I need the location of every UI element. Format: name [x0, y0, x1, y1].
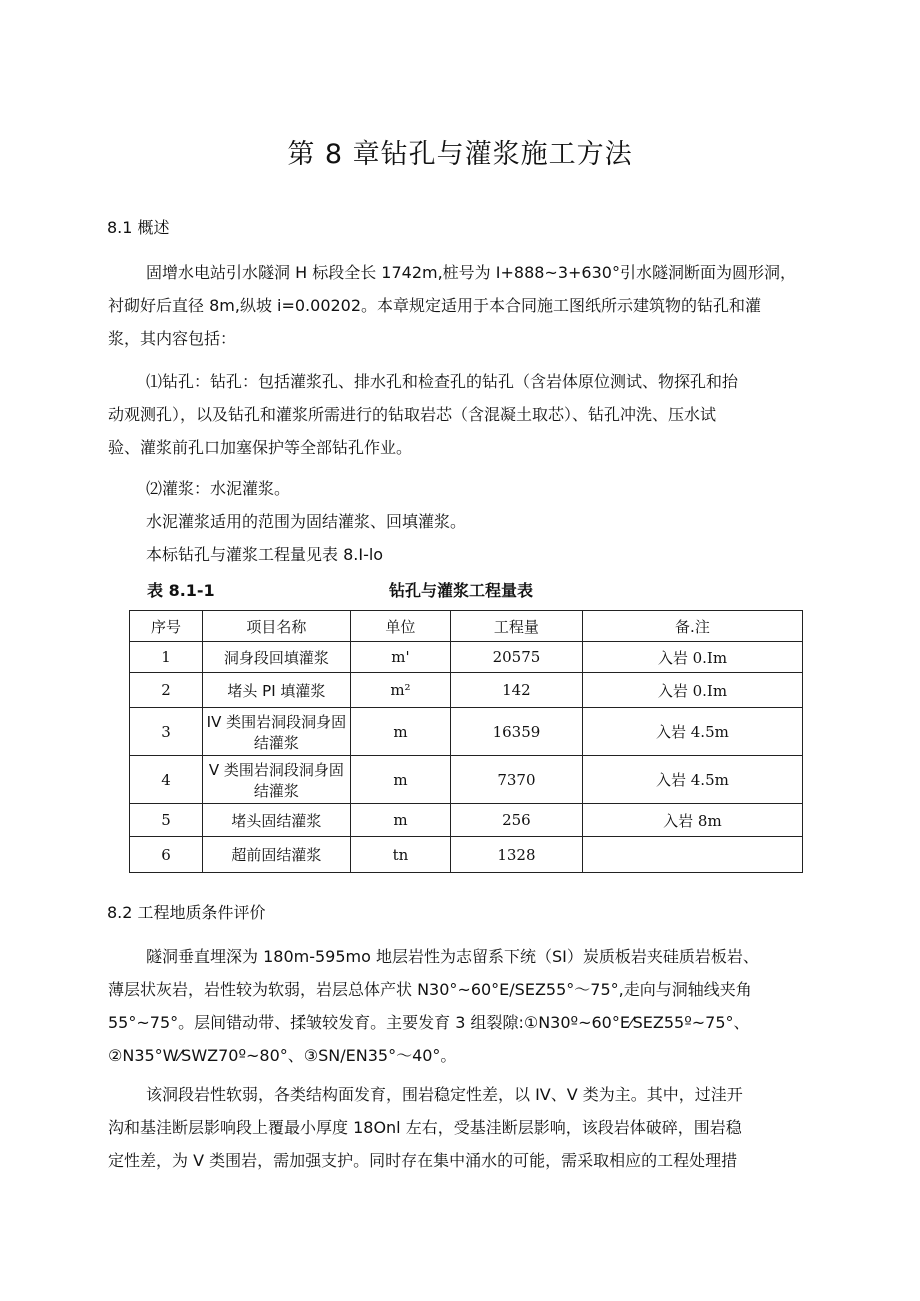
paragraph-drilling — [108, 365, 834, 464]
cell-quantity: 16359 — [450, 708, 582, 756]
paragraph-grouting — [108, 472, 834, 571]
paragraph-line: 该洞段岩性软弱，各类结构面发育，围岩稳定性差，以 IV、V 类为主。其中，过洼开 — [146, 1085, 743, 1104]
cell-note: 入岩 8m — [582, 804, 802, 837]
cell-quantity: 7370 — [450, 756, 582, 804]
paragraph-line: 固增水电站引水隧洞 H 标段全长 1742m,桩号为 I+888~3+630°引水隧洞断面为圆形洞， — [146, 263, 796, 282]
paragraph-line: 隧洞垂直埋深为 180m-595mo 地层岩性为志留系下统（SI）炭质板岩夹硅质岩板岩、 — [146, 947, 759, 966]
paragraph-line: 衬砌好后直径 8m,纵坡 i=0.00202。本章规定适用于本合同施工图纸所示建筑物的钻孔和灌 — [108, 296, 762, 315]
cell-no: 1 — [130, 642, 203, 673]
header-unit: 单位 — [350, 611, 450, 642]
table-row — [130, 708, 803, 756]
cell-name: IV 类围岩洞段洞身固结灌浆 — [202, 708, 350, 756]
header-no: 序号 — [130, 611, 203, 642]
paragraph-line: ②N35°W⁄SWZ70º~80°、③SN/EN35°～40°。 — [108, 1046, 457, 1065]
paragraph-line: 动观测孔），以及钻孔和灌浆所需进行的钻取岩芯（含混凝土取芯）、钻孔冲洗、压水试 — [108, 405, 717, 424]
chapter-title: 第 8 章钻孔与灌浆施工方法 — [287, 139, 633, 170]
table-row — [130, 804, 803, 837]
paragraph-line: ⑵灌浆：水泥灌浆。 — [146, 479, 291, 498]
header-note: 备.注 — [582, 611, 802, 642]
paragraph-line: ⑴钻孔：钻孔：包括灌浆孔、排水孔和检查孔的钻孔（含岩体原位测试、物探孔和抬 — [146, 372, 739, 391]
paragraph-rock-stability — [108, 1078, 834, 1177]
paragraph-geology — [108, 940, 834, 1072]
cell-unit: m² — [350, 673, 450, 708]
cell-unit: m — [350, 804, 450, 837]
paragraph-line: 沟和基洼断层影响段上覆最小厚度 18Onl 左右，受基洼断层影响，该段岩体破碎，围岩稳 — [108, 1118, 742, 1137]
cell-name: 超前固结灌浆 — [202, 837, 350, 873]
section-heading-8-2: 8.2 工程地质条件评价 — [107, 903, 266, 922]
paragraph-overview — [108, 256, 834, 355]
cell-no: 4 — [130, 756, 203, 804]
table-number: 表 8.1-1 — [147, 581, 215, 600]
cell-note: 入岩 4.5m — [582, 756, 802, 804]
table-row — [130, 642, 803, 673]
cell-quantity: 142 — [450, 673, 582, 708]
cell-note: 入岩 4.5m — [582, 708, 802, 756]
cell-no: 5 — [130, 804, 203, 837]
cell-no: 3 — [130, 708, 203, 756]
cell-no: 6 — [130, 837, 203, 873]
paragraph-line: 定性差，为 V 类围岩，需加强支护。同时存在集中涌水的可能，需采取相应的工程处理措 — [108, 1151, 738, 1170]
paragraph-line: 水泥灌浆适用的范围为固结灌浆、回填灌浆。 — [146, 512, 467, 531]
cell-name: 堵头 PI 填灌浆 — [202, 673, 350, 708]
table-row — [130, 673, 803, 708]
cell-unit: m — [350, 756, 450, 804]
cell-note: 入岩 0.Im — [582, 642, 802, 673]
cell-name: 堵头固结灌浆 — [202, 804, 350, 837]
cell-quantity: 1328 — [450, 837, 582, 873]
header-quantity: 工程量 — [450, 611, 582, 642]
cell-note — [582, 837, 802, 873]
paragraph-line: 薄层状灰岩，岩性较为软弱，岩层总体产状 N30°~60°E/SEZ55°～75°,走向与洞轴线夹角 — [108, 980, 752, 999]
section-heading-8-1: 8.1 概述 — [107, 218, 170, 237]
cell-name: 洞身段回填灌浆 — [202, 642, 350, 673]
cell-quantity: 256 — [450, 804, 582, 837]
table-caption: 钻孔与灌浆工程量表 — [389, 581, 534, 600]
table-row — [130, 756, 803, 804]
cell-note: 入岩 0.Im — [582, 673, 802, 708]
quantity-table — [129, 610, 803, 873]
header-name: 项目名称 — [202, 611, 350, 642]
cell-unit: m — [350, 708, 450, 756]
paragraph-line: 浆，其内容包括： — [108, 329, 237, 348]
cell-unit: m' — [350, 642, 450, 673]
table-row — [130, 837, 803, 873]
paragraph-line: 55°~75°。层间错动带、揉皱较发育。主要发育 3 组裂隙:①N30º~60°E⁄SEZ55º~75°、 — [108, 1013, 750, 1032]
cell-unit: tn — [350, 837, 450, 873]
paragraph-line: 验、灌浆前孔口加塞保护等全部钻孔作业。 — [108, 438, 413, 457]
cell-quantity: 20575 — [450, 642, 582, 673]
cell-no: 2 — [130, 673, 203, 708]
paragraph-line: 本标钻孔与灌浆工程量见表 8.I-lo — [146, 545, 384, 564]
cell-name: V 类围岩洞段洞身固结灌浆 — [202, 756, 350, 804]
table-header-row — [130, 611, 803, 642]
